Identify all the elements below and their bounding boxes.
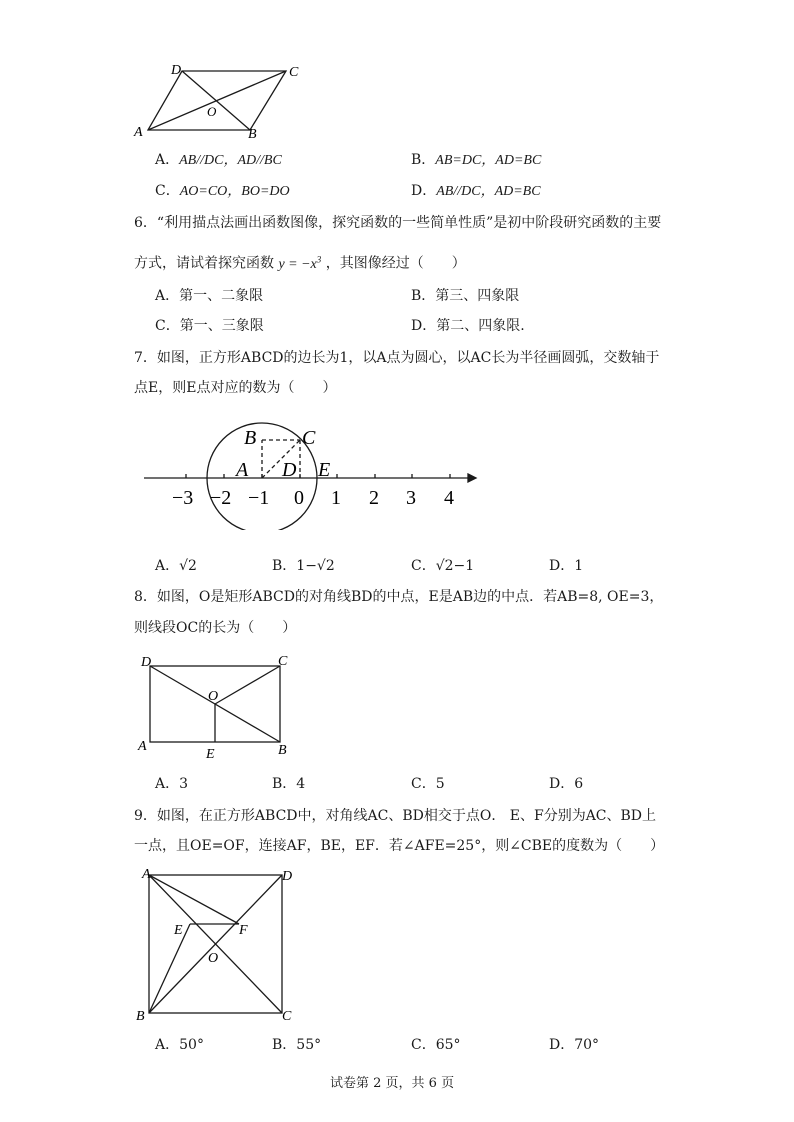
option-letter: D． — [411, 318, 437, 334]
q7-option-a[interactable] — [155, 556, 197, 576]
q7-option-b[interactable] — [272, 556, 335, 576]
q9-stem-line2: 一点，且OE=OF，连接AF，BE，EF．若∠AFE=25°，则∠CBE的度数为（ ） — [134, 838, 665, 854]
page-footer: 试卷第 2 页，共 6 页 — [330, 1076, 455, 1091]
q9-option-a[interactable] — [155, 1035, 204, 1055]
q8-option-b[interactable] — [272, 774, 305, 794]
option-letter: D． — [549, 776, 575, 792]
q5-option-a[interactable] — [155, 150, 282, 171]
q7-label-E: E — [318, 459, 331, 481]
q9-label-D: D — [282, 869, 293, 884]
option-text: 4 — [296, 776, 306, 792]
option-letter: A． — [155, 152, 180, 168]
q7-option-d[interactable] — [549, 556, 583, 576]
option-text: 55° — [296, 1037, 322, 1053]
option-letter: A． — [155, 558, 180, 574]
q7-option-c[interactable] — [411, 556, 474, 576]
option-letter: B． — [272, 776, 297, 792]
q8-option-a[interactable] — [155, 774, 188, 794]
q8-label-D: D — [141, 655, 152, 670]
q9-option-c[interactable] — [411, 1035, 461, 1055]
option-text: 3 — [179, 776, 189, 792]
q5-option-b[interactable] — [411, 150, 541, 171]
option-letter: D． — [549, 1037, 575, 1053]
option-text: AB=DC，AD=BC — [435, 153, 542, 168]
q7-tick-label: 1 — [331, 487, 341, 509]
q8-label-A: A — [138, 739, 147, 754]
q7-label-D: D — [282, 459, 297, 481]
q8-option-d[interactable] — [549, 774, 583, 794]
option-text: 1−√2 — [296, 558, 335, 574]
q7-tick-label: 2 — [369, 487, 379, 509]
q9-label-C: C — [282, 1009, 292, 1024]
option-text: √2−1 — [435, 558, 475, 574]
q6-option-c[interactable] — [155, 316, 264, 336]
q8-option-c[interactable] — [411, 774, 445, 794]
q7-tick-label: 3 — [406, 487, 416, 509]
q6-function-base: y = −x — [278, 256, 317, 272]
q7-label-B: B — [244, 427, 257, 449]
q7-tick-label: −2 — [210, 487, 232, 509]
option-text: 1 — [574, 558, 584, 574]
option-text: √2 — [179, 558, 197, 574]
option-text: AO=CO，BO=DO — [179, 184, 290, 199]
option-letter: C． — [155, 318, 180, 334]
q5-parallelogram-figure — [128, 58, 308, 144]
q7-tick-label: −1 — [248, 487, 270, 509]
q5-option-c[interactable] — [155, 181, 290, 202]
option-text: 第一、三象限 — [179, 318, 264, 334]
option-text: AB//DC，AD=BC — [436, 184, 541, 199]
option-letter: B． — [411, 152, 436, 168]
q6-function-exponent: 3 — [316, 254, 322, 264]
q7-stem-line1: 7．如图，正方形ABCD的边长为1，以A点为圆心，以AC长为半径画圆弧，交数轴于 — [134, 350, 660, 366]
option-letter: B． — [272, 1037, 297, 1053]
option-letter: C． — [155, 183, 180, 199]
option-text: 第二、四象限. — [436, 318, 525, 334]
q8-label-B: B — [278, 743, 287, 758]
q6-function — [278, 254, 322, 272]
q7-label-C: C — [302, 427, 316, 449]
q6-stem-text-end: ，其图像经过（ ） — [325, 255, 466, 272]
option-letter: D． — [549, 558, 575, 574]
q9-label-E: E — [174, 923, 183, 938]
q5-label-C: C — [289, 65, 299, 80]
q7-tick-label: 0 — [294, 487, 304, 509]
option-letter: D． — [411, 183, 437, 199]
option-letter: C． — [411, 1037, 436, 1053]
q6-option-d[interactable] — [411, 316, 525, 336]
q9-label-B: B — [136, 1009, 145, 1024]
q9-label-O: O — [208, 951, 219, 966]
q7-tick-label: −3 — [172, 487, 194, 509]
q5-label-A: A — [134, 125, 143, 140]
option-letter: A． — [155, 288, 180, 304]
q5-label-B: B — [248, 127, 257, 142]
q5-label-D: D — [171, 63, 182, 78]
q6-option-b[interactable] — [411, 286, 519, 306]
q9-option-d[interactable] — [549, 1035, 599, 1055]
q7-number-line-figure — [140, 420, 480, 530]
q9-square-figure — [132, 866, 302, 1026]
option-text: 第三、四象限 — [435, 288, 520, 304]
option-letter: C． — [411, 558, 436, 574]
q9-label-F: F — [239, 923, 248, 938]
q6-option-a[interactable] — [155, 286, 263, 306]
q6-stem-line2 — [134, 249, 466, 275]
q8-label-E: E — [206, 747, 215, 762]
q7-stem-line2: 点E，则E点对应的数为（ ） — [134, 380, 337, 396]
q8-label-O: O — [208, 689, 219, 704]
q5-label-O: O — [207, 104, 217, 119]
q9-label-A: A — [142, 867, 151, 882]
q5-option-d[interactable] — [411, 181, 541, 202]
q8-label-C: C — [278, 654, 288, 669]
q8-stem-line2: 则线段OC的长为（ ） — [134, 620, 297, 636]
q8-stem-line1: 8．如图，O是矩形ABCD的对角线BD的中点，E是AB边的中点．若AB=8, OE=3， — [134, 589, 664, 605]
q8-rectangle-figure — [136, 650, 296, 762]
option-text: 70° — [574, 1037, 600, 1053]
option-text: 65° — [435, 1037, 461, 1053]
option-text: 6 — [574, 776, 584, 792]
q7-label-A: A — [236, 459, 249, 481]
option-text: 50° — [179, 1037, 204, 1053]
option-text: 5 — [435, 776, 445, 792]
option-text: AB//DC，AD//BC — [179, 153, 282, 168]
option-letter: B． — [411, 288, 436, 304]
option-letter: B． — [272, 558, 297, 574]
q9-stem-line1: 9．如图，在正方形ABCD中，对角线AC、BD相交于点O． E、F分别为AC、BD上 — [134, 808, 657, 824]
q9-option-b[interactable] — [272, 1035, 321, 1055]
q7-tick-label: 4 — [444, 487, 454, 509]
option-text: 第一、二象限 — [179, 288, 264, 304]
q6-stem-text: 方式，请试着探究函数 — [134, 255, 274, 272]
option-letter: A． — [155, 776, 180, 792]
option-letter: C． — [411, 776, 436, 792]
q6-stem-line1: 6．“利用描点法画出函数图像，探究函数的一些简单性质”是初中阶段研究函数的主要 — [134, 215, 662, 231]
option-letter: A． — [155, 1037, 180, 1053]
